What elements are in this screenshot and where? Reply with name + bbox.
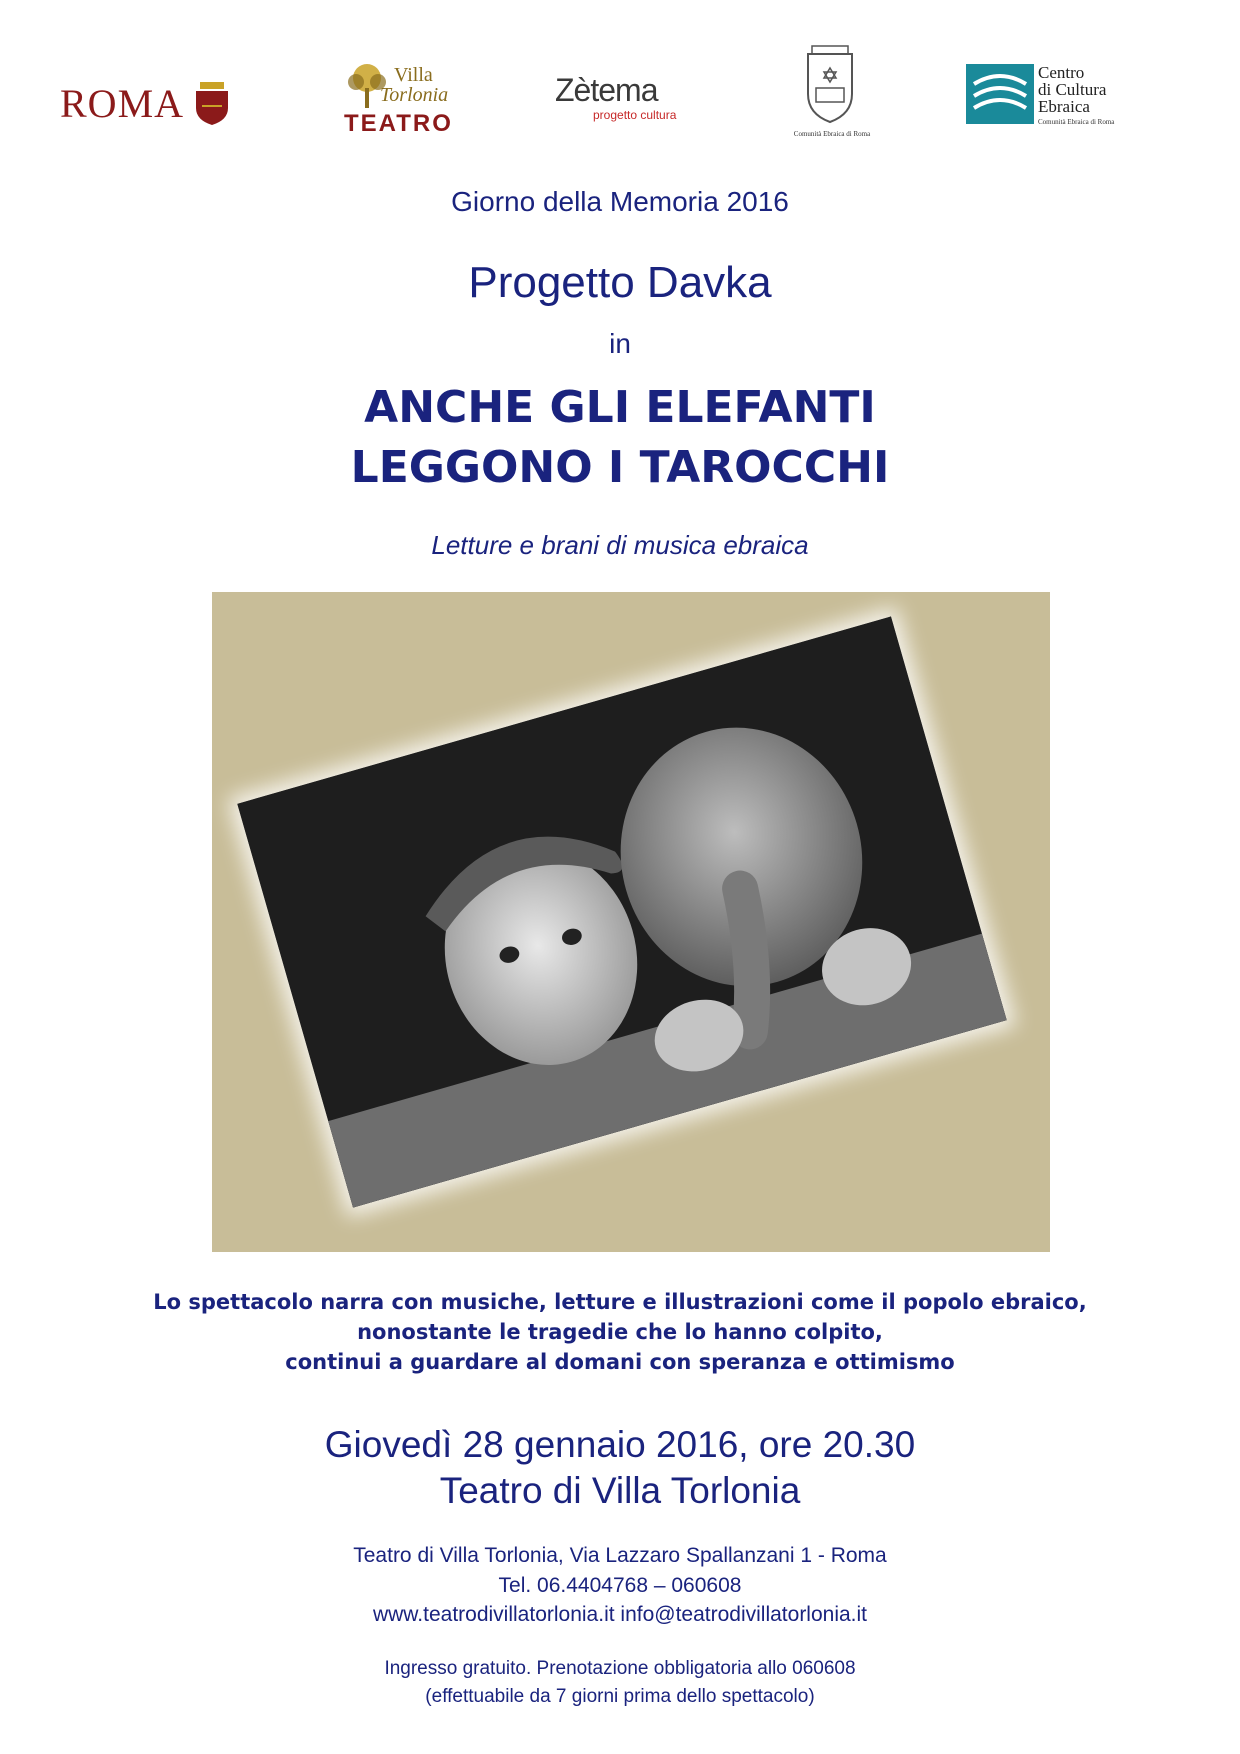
comunita-ebraica-logo xyxy=(782,44,882,144)
tilted-photo xyxy=(237,616,1006,1207)
show-title-line2: LEGGONO I TAROCCHI xyxy=(350,442,890,493)
villa-logo-line2: Torlonia xyxy=(380,84,449,106)
comunita-logo-caption: Comunità Ebraica di Roma xyxy=(793,130,871,138)
zetema-logo-name: Zètema xyxy=(555,72,658,108)
poster-photo xyxy=(212,592,1050,1252)
event-venue: Teatro di Villa Torlonia xyxy=(439,1470,801,1511)
zetema-logo-sub: progetto cultura xyxy=(593,108,677,122)
occasion-line: Giorno della Memoria 2016 xyxy=(451,186,789,217)
boy-and-elephant-image xyxy=(237,616,1006,1207)
description-line2: nonostante le tragedie che lo hanno colpito, xyxy=(357,1320,883,1344)
roma-logo-text: ROMA xyxy=(60,81,185,126)
villa-logo-line3: TEATRO xyxy=(344,110,453,137)
booking-note: Ingresso gratuito. Prenotazione obbligatoria allo 060608 xyxy=(384,1658,856,1679)
show-subtitle: Letture e brani di musica ebraica xyxy=(431,530,809,560)
centro-logo-line4: Comunità Ebraica di Roma xyxy=(1038,118,1115,126)
venue-phone: Tel. 06.4404768 – 060608 xyxy=(498,1574,742,1597)
description-line1: Lo spettacolo narra con musiche, letture e illustrazioni come il popolo ebraico, xyxy=(153,1290,1087,1314)
centro-logo-line3: Ebraica xyxy=(1038,97,1090,116)
villa-torlonia-logo xyxy=(342,60,452,140)
centro-logo-line2: di Cultura xyxy=(1038,80,1107,99)
centro-logo-line1: Centro xyxy=(1038,63,1085,82)
venue-web-email: www.teatrodivillatorlonia.it info@teatrodivillatorlonia.it xyxy=(372,1603,868,1626)
villa-logo-line1: Villa xyxy=(394,64,433,86)
logo-bar xyxy=(0,40,1240,150)
description-line3: continui a guardare al domani con speranza e ottimismo xyxy=(285,1350,955,1374)
roma-shield-icon xyxy=(194,82,230,126)
centro-logo-mark xyxy=(966,64,1034,124)
project-name: Progetto Davka xyxy=(468,258,772,307)
wave-icon xyxy=(966,64,1034,124)
venue-address: Teatro di Villa Torlonia, Via Lazzaro Spallanzani 1 - Roma xyxy=(353,1544,887,1567)
zetema-logo xyxy=(555,72,685,122)
crest-icon xyxy=(802,44,858,124)
show-title-line1: ANCHE GLI ELEFANTI xyxy=(364,382,876,433)
booking-note-detail: (effettuabile da 7 giorni prima dello spettacolo) xyxy=(425,1686,815,1707)
centro-cultura-ebraica-logo xyxy=(966,64,1116,134)
event-datetime: Giovedì 28 gennaio 2016, ore 20.30 xyxy=(324,1424,916,1465)
in-word: in xyxy=(609,328,631,359)
roma-logo xyxy=(60,80,230,127)
